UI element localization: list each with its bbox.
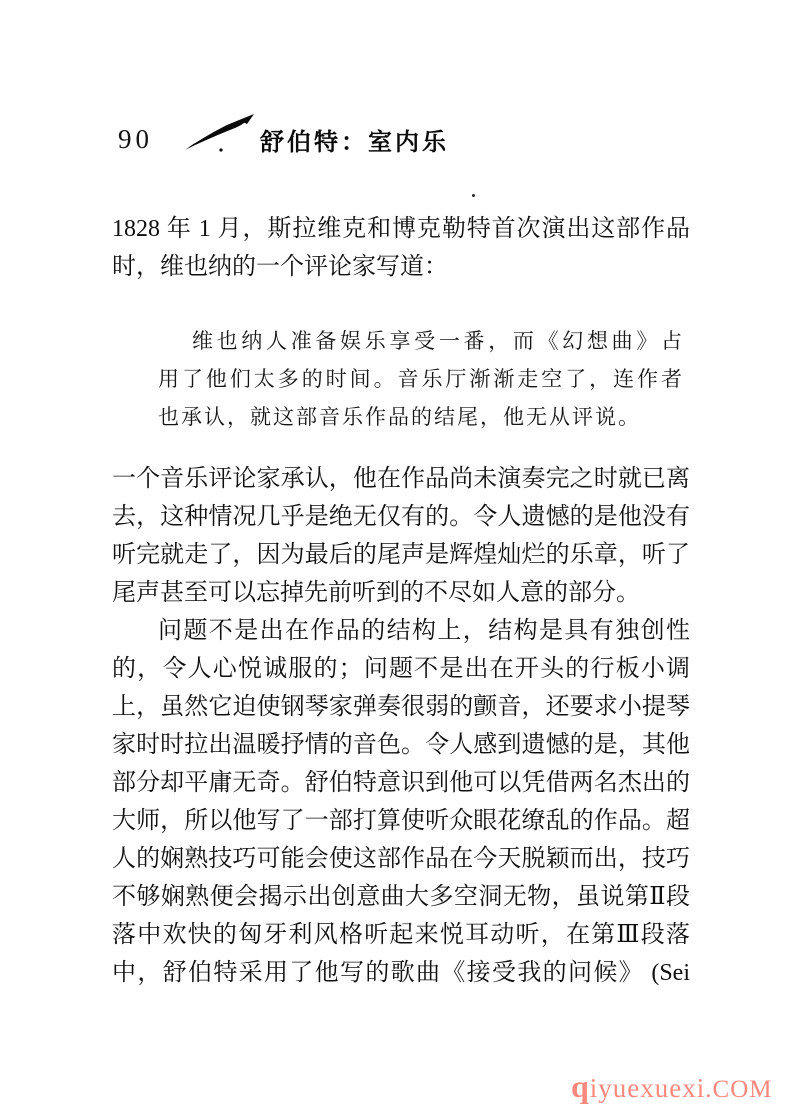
page-number: 90 bbox=[118, 124, 153, 154]
text-line: 人的娴熟技巧可能会使这部作品在今天脱颖而出，技巧 bbox=[112, 846, 690, 872]
text-column bbox=[112, 210, 690, 992]
text-line: 问题不是出在作品的结构上，结构是具有独创性 bbox=[158, 618, 690, 644]
scan-speck bbox=[472, 194, 475, 197]
text-line: 不够娴熟便会揭示出创意曲大多空洞无物，虽说第Ⅱ段 bbox=[112, 884, 690, 910]
paragraph-critic bbox=[112, 460, 690, 612]
text-line: 大师，所以他写了一部打算使听众眼花缭乱的作品。超 bbox=[112, 808, 690, 834]
watermark-suffix: .COM bbox=[705, 1076, 773, 1103]
quote-line: 也承认，就这部音乐作品的结尾，他无从评说。 bbox=[158, 405, 641, 429]
quill-pen-icon bbox=[181, 112, 259, 156]
watermark-middle: iyuexuexi bbox=[589, 1073, 706, 1103]
text-line: 尾声甚至可以忘掉先前听到的不尽如人意的部分。 bbox=[112, 580, 640, 606]
text-line: 家时时拉出温暖抒情的音色。令人感到遗憾的是，其他 bbox=[112, 732, 690, 758]
text-line: 上，虽然它迫使钢琴家弹奏很弱的颤音，还要求小提琴 bbox=[112, 694, 690, 720]
book-title: 舒伯特：室内乐 bbox=[260, 130, 449, 156]
text-line: 听完就走了，因为最后的尾声是辉煌灿烂的乐章，听了 bbox=[112, 542, 690, 568]
block-quote bbox=[158, 322, 684, 436]
paragraph-analysis bbox=[112, 612, 690, 992]
text-line: 时，维也纳的一个评论家写道： bbox=[112, 254, 448, 280]
text-line: 部分却平庸无奇。舒伯特意识到他可以凭借两名杰出的 bbox=[112, 770, 690, 796]
text-line: 落中欢快的匈牙利风格听起来悦耳动听，在第Ⅲ段落 bbox=[112, 922, 690, 948]
quote-line: 用了他们太多的时间。音乐厅渐渐走空了，连作者 bbox=[158, 367, 684, 391]
watermark bbox=[571, 1068, 773, 1105]
text-line: 的，令人心悦诚服的；问题不是出在开头的行板小调 bbox=[112, 656, 690, 682]
text-line: 中，舒伯特采用了他写的歌曲《接受我的问候》 (Sei bbox=[112, 960, 690, 986]
paragraph-intro bbox=[112, 210, 690, 286]
quote-line: 维也纳人准备娱乐享受一番，而《幻想曲》占 bbox=[192, 329, 684, 353]
text-line: 一个音乐评论家承认，他在作品尚未演奏完之时就已离 bbox=[112, 466, 690, 492]
text-line: 1828 年 1 月，斯拉维克和博克勒特首次演出这部作品 bbox=[112, 216, 690, 242]
watermark-prefix: q bbox=[571, 1068, 590, 1104]
text-line: 去，这种情况几乎是绝无仅有的。令人遗憾的是他没有 bbox=[112, 504, 690, 530]
